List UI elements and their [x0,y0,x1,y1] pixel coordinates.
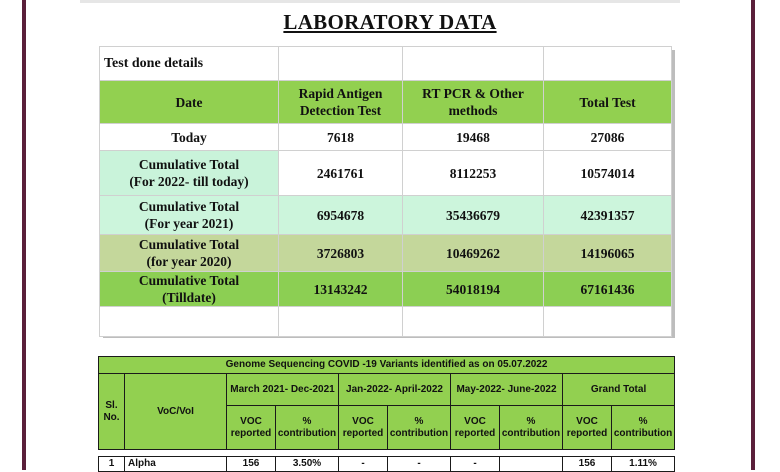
lab-row-today [100,124,672,151]
row-label [100,196,279,235]
genome-period-row [99,374,675,406]
cell-value: 1.11% [612,457,675,472]
lab-data-table [99,46,672,337]
row-label [100,151,279,196]
pct-contribution-header: % contribution [612,406,675,450]
rapid-value: 3726803 [279,235,403,272]
rapid-value: 7618 [279,124,403,151]
pct-contribution-header: % contribution [276,406,339,450]
period-header: March 2021- Dec-2021 [227,374,339,406]
rapid-value: 6954678 [279,196,403,235]
total-value: 10574014 [544,151,672,196]
lab-caption-row [100,47,672,81]
cell-value: - [451,457,500,472]
top-divider [80,0,680,3]
rtpcr-value: 8112253 [403,151,544,196]
lab-row-tilldate [100,272,672,307]
header-rtpcr: RT PCR & Other methods [403,81,544,124]
row-label-line2: (for year 2020) [146,254,232,269]
row-label-line1: Cumulative Total [138,157,240,172]
cell-value: - [339,457,388,472]
row-label-line1: Cumulative Total [138,273,240,288]
row-label-line2: (For 2022- till today) [129,174,249,189]
total-value: 27086 [544,124,672,151]
row-label [100,272,279,307]
lab-row-2022 [100,151,672,196]
voc-reported-header: VOC reported [339,406,388,450]
rapid-value: 2461761 [279,151,403,196]
row-label-line1: Cumulative Total [138,199,240,214]
total-value: 67161436 [544,272,672,307]
page-title: LABORATORY DATA [283,10,497,34]
lab-header-row [100,81,672,124]
row-label-line2: (Tilldate) [162,290,216,305]
voc-reported-header: VOC reported [451,406,500,450]
pct-contribution-header: % contribution [500,406,563,450]
row-label-line1: Cumulative Total [138,237,240,252]
cell-value [500,457,563,472]
total-value: 14196065 [544,235,672,272]
lab-row-2020 [100,235,672,272]
header-date: Date [100,81,279,124]
genome-title: Genome Sequencing COVID -19 Variants identified as on 05.07.2022 [99,357,675,374]
header-total: Total Test [544,81,672,124]
sl-no-header: Sl. No. [99,374,125,450]
period-header: Jan-2022- April-2022 [339,374,451,406]
period-header: May-2022- June-2022 [451,374,563,406]
rtpcr-value: 54018194 [403,272,544,307]
genome-sequencing-table [98,356,675,472]
cell-value: 3.50% [276,457,339,472]
genome-spacer-row [99,450,675,457]
header-rapid: Rapid Antigen Detection Test [279,81,403,124]
total-value: 42391357 [544,196,672,235]
pct-contribution-header: % contribution [388,406,451,450]
voc-voi-header: VoC/VoI [125,374,227,450]
genome-title-row [99,357,675,374]
lab-row-2021 [100,196,672,235]
right-border [751,0,755,470]
cell-value: - [388,457,451,472]
cell-value: 156 [563,457,612,472]
lab-caption: Test done details [100,47,279,81]
rapid-value: 13143242 [279,272,403,307]
rtpcr-value: 19468 [403,124,544,151]
left-border [22,0,26,470]
grand-total-header: Grand Total [563,374,675,406]
lab-blank-row [100,307,672,337]
genome-row-alpha [99,457,675,472]
rtpcr-value: 10469262 [403,235,544,272]
voc-reported-header: VOC reported [563,406,612,450]
voc-reported-header: VOC reported [227,406,276,450]
row-label [100,235,279,272]
row-label: Today [100,124,279,151]
rtpcr-value: 35436679 [403,196,544,235]
variant-name: Alpha [125,457,227,472]
cell-value: 156 [227,457,276,472]
sl-no: 1 [99,457,125,472]
row-label-line2: (For year 2021) [144,216,234,231]
